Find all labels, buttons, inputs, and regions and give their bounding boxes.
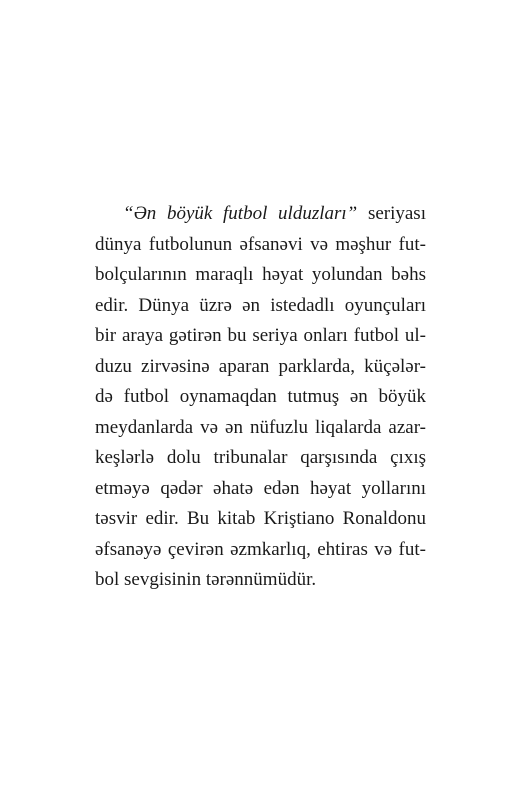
- paragraph-line-9: keşlərlə dolu tribunalar qarşısında çıxış: [95, 447, 426, 468]
- paragraph-line-2: dünya futbolunun əfsanəvi və məşhur fut-: [95, 233, 426, 255]
- paragraph-line-11: təsvir edir. Bu kitab Kriştiano Ronaldonu: [95, 508, 426, 529]
- paragraph-line-6: duzu zirvəsinə aparan parklarda, küçələr-: [95, 355, 426, 377]
- paragraph-line-4: edir. Dünya üzrə ən istedadlı oyunçuları: [95, 294, 426, 316]
- intro-paragraph: [95, 199, 426, 596]
- paragraph-line-13: bol sevgisinin tərənnümüdür.: [95, 569, 317, 590]
- paragraph-line-10: etməyə qədər əhatə edən həyat yollarını: [95, 477, 426, 499]
- paragraph-line-5: bir araya gətirən bu seriya onları futbol ul-: [95, 325, 426, 346]
- paragraph-line-3: bolçularının maraqlı həyat yolundan bəhs: [95, 264, 426, 285]
- paragraph-line-8: meydanlarda və ən nüfuzlu liqalarda azar-: [95, 416, 426, 438]
- paragraph-line-1-rest: seriyası: [357, 203, 426, 224]
- paragraph-line-12: əfsanəyə çevirən əzmkarlıq, ehtiras və fut-: [95, 538, 426, 560]
- series-title-quote: “Ən böyük futbol ulduzları”: [123, 203, 358, 224]
- paragraph-line-1: [95, 199, 426, 230]
- paragraph-line-7: də futbol oynamaqdan tutmuş ən böyük: [95, 386, 426, 407]
